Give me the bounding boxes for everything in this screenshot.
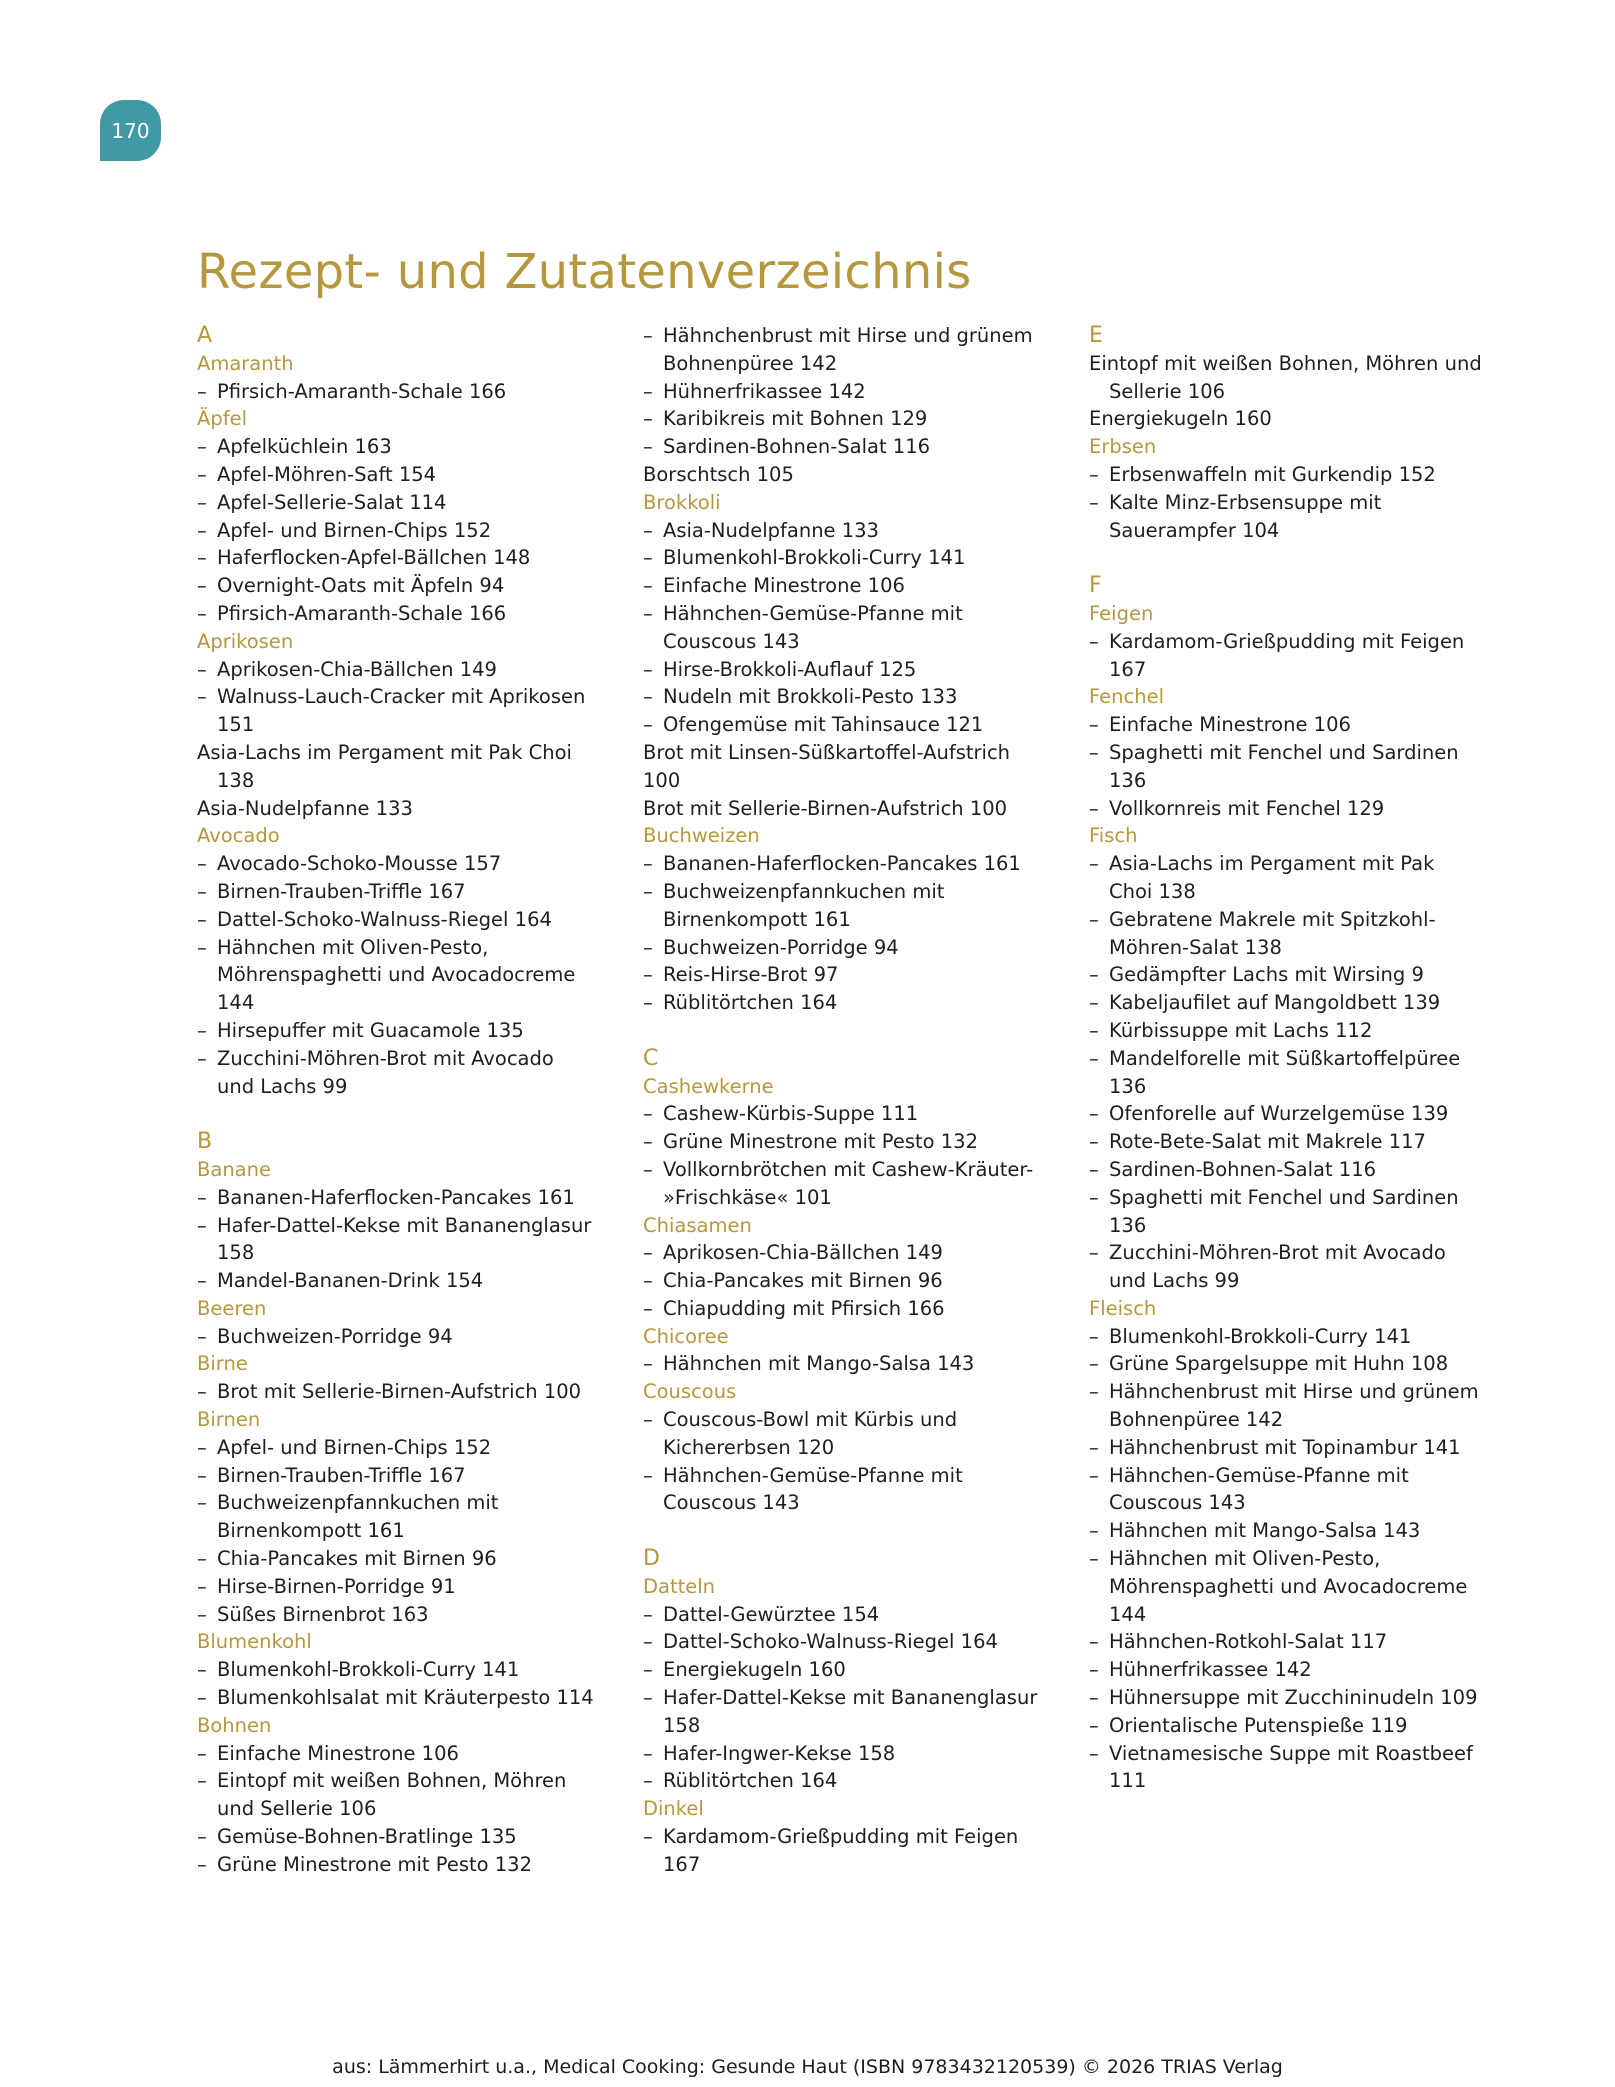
index-sub-entry: – Asia-Lachs im Pergament mit Pak: [1089, 850, 1529, 878]
index-entry-continuation: Birnenkompott 161: [663, 907, 851, 931]
index-sub-entry: – Haferflocken-Apfel-Bällchen 148: [197, 544, 637, 572]
index-sub-entry: – Dattel-Schoko-Walnuss-Riegel 164: [643, 1628, 1083, 1656]
index-sub-entry: – Hähnchen-Gemüse-Pfanne mit: [643, 1462, 1083, 1490]
index-sub-entry: – Hühnerfrikassee 142: [643, 378, 1083, 406]
index-entry-continuation: und Lachs 99: [1109, 1269, 1240, 1293]
index-sub-entry: – Hirsepuffer mit Guacamole 135: [197, 1017, 637, 1045]
index-sub-entry: – Kürbissuppe mit Lachs 112: [1089, 1017, 1529, 1045]
index-sub-entry: – Mandelforelle mit Süßkartoffelpüree: [1089, 1045, 1529, 1073]
index-sub-entry: – Kardamom-Grießpudding mit Feigen: [1089, 628, 1529, 656]
index-sub-entry: – Dattel-Schoko-Walnuss-Riegel 164: [197, 906, 637, 934]
index-entry-continuation: und Sellerie 106: [217, 1797, 377, 1821]
index-sub-entry: – Apfel- und Birnen-Chips 152: [197, 1434, 637, 1462]
index-sub-entry: – Hühnersuppe mit Zucchininudeln 109: [1089, 1684, 1529, 1712]
index-group-heading: Erbsen: [1089, 435, 1157, 459]
index-entry-continuation: Möhrenspaghetti und Avocadocreme: [217, 963, 576, 987]
index-entry-continuation: 158: [663, 1713, 701, 1737]
index-letter-heading: E: [1089, 323, 1103, 348]
index-sub-entry: – Sardinen-Bohnen-Salat 116: [1089, 1156, 1529, 1184]
index-sub-entry: – Couscous-Bowl mit Kürbis und: [643, 1406, 1083, 1434]
index-sub-entry: – Buchweizen-Porridge 94: [197, 1323, 637, 1351]
index-sub-entry: – Hähnchenbrust mit Topinambur 141: [1089, 1434, 1529, 1462]
index-sub-entry: – Chia-Pancakes mit Birnen 96: [197, 1545, 637, 1573]
index-sub-entry: – Apfel- und Birnen-Chips 152: [197, 517, 637, 545]
index-sub-entry: – Ofenforelle auf Wurzelgemüse 139: [1089, 1100, 1529, 1128]
index-sub-entry: – Orientalische Putenspieße 119: [1089, 1712, 1529, 1740]
index-group-heading: Fleisch: [1089, 1296, 1157, 1320]
index-group-heading: Buchweizen: [643, 824, 760, 848]
index-sub-entry: – Kardamom-Grießpudding mit Feigen: [643, 1823, 1083, 1851]
index-column-1: [197, 322, 637, 1879]
index-entry-continuation: »Frischkäse« 101: [663, 1185, 832, 1209]
index-sub-entry: – Spaghetti mit Fenchel und Sardinen: [1089, 739, 1529, 767]
index-sub-entry: – Hühnerfrikassee 142: [1089, 1656, 1529, 1684]
index-sub-entry: – Overnight-Oats mit Äpfeln 94: [197, 572, 637, 600]
index-sub-entry: – Energiekugeln 160: [643, 1656, 1083, 1684]
index-sub-entry: – Avocado-Schoko-Mousse 157: [197, 850, 637, 878]
index-sub-entry: – Einfache Minestrone 106: [643, 572, 1083, 600]
index-entry-continuation: Birnenkompott 161: [217, 1519, 405, 1543]
index-sub-entry: – Mandel-Bananen-Drink 154: [197, 1267, 637, 1295]
index-sub-entry: – Pfirsich-Amaranth-Schale 166: [197, 600, 637, 628]
index-spacer: [643, 1517, 1083, 1545]
index-sub-entry: – Hähnchen mit Mango-Salsa 143: [643, 1350, 1083, 1378]
index-sub-entry: – Vollkornbrötchen mit Cashew-Kräuter-: [643, 1156, 1083, 1184]
index-group-heading: Birnen: [197, 1408, 261, 1432]
index-entry-continuation: Couscous 143: [663, 1491, 800, 1515]
index-group-heading: Amaranth: [197, 351, 294, 375]
index-entry-continuation: 136: [1109, 1074, 1147, 1098]
index-letter-heading: C: [643, 1045, 659, 1071]
index-sub-entry: – Spaghetti mit Fenchel und Sardinen: [1089, 1184, 1529, 1212]
index-entry-continuation: Bohnenpüree 142: [663, 351, 838, 375]
index-entry-continuation: 144: [1109, 1602, 1147, 1626]
index-sub-entry: – Apfel-Sellerie-Salat 114: [197, 489, 637, 517]
index-sub-entry: – Gebratene Makrele mit Spitzkohl-: [1089, 906, 1529, 934]
index-sub-entry: – Süßes Birnenbrot 163: [197, 1601, 637, 1629]
index-sub-entry: – Hähnchen-Gemüse-Pfanne mit: [1089, 1462, 1529, 1490]
index-sub-entry: – Rüblitörtchen 164: [643, 1767, 1083, 1795]
index-sub-entry: – Gedämpfter Lachs mit Wirsing 9: [1089, 961, 1529, 989]
index-sub-entry: – Grüne Spargelsuppe mit Huhn 108: [1089, 1350, 1529, 1378]
index-entry: 100: [643, 768, 681, 792]
index-entry-continuation: 158: [217, 1241, 255, 1265]
index-entry: Asia-Nudelpfanne 133: [197, 796, 413, 820]
index-sub-entry: – Vollkornreis mit Fenchel 129: [1089, 795, 1529, 823]
index-column-3: [1089, 322, 1529, 1795]
index-group-heading: Chicoree: [643, 1324, 729, 1348]
index-sub-entry: – Hafer-Dattel-Kekse mit Bananenglasur: [197, 1212, 637, 1240]
index-sub-entry: – Pfirsich-Amaranth-Schale 166: [197, 378, 637, 406]
index-entry-continuation: 167: [1109, 657, 1147, 681]
index-entry-continuation: 111: [1109, 1769, 1147, 1793]
index-sub-entry: – Dattel-Gewürztee 154: [643, 1601, 1083, 1629]
index-entry-continuation: Bohnenpüree 142: [1109, 1408, 1284, 1432]
index-spacer: [1089, 544, 1529, 572]
index-sub-entry: – Aprikosen-Chia-Bällchen 149: [197, 656, 637, 684]
index-sub-entry: – Chia-Pancakes mit Birnen 96: [643, 1267, 1083, 1295]
index-group-heading: Cashewkerne: [643, 1074, 774, 1098]
index-group-heading: Birne: [197, 1352, 248, 1376]
index-sub-entry: – Sardinen-Bohnen-Salat 116: [643, 433, 1083, 461]
index-sub-entry: – Hähnchenbrust mit Hirse und grünem: [643, 322, 1083, 350]
index-group-heading: Fisch: [1089, 824, 1138, 848]
index-sub-entry: – Rote-Bete-Salat mit Makrele 117: [1089, 1128, 1529, 1156]
index-letter-heading: F: [1089, 573, 1102, 599]
index-entry-continuation: Couscous 143: [663, 629, 800, 653]
index-sub-entry: – Grüne Minestrone mit Pesto 132: [643, 1128, 1083, 1156]
index-entry: Eintopf mit weißen Bohnen, Möhren und: [1089, 351, 1482, 375]
index-sub-entry: – Vietnamesische Suppe mit Roastbeef: [1089, 1740, 1529, 1768]
index-sub-entry: – Birnen-Trauben-Triffle 167: [197, 878, 637, 906]
index-sub-entry: – Karibikreis mit Bohnen 129: [643, 405, 1083, 433]
index-entry-continuation: Sauerampfer 104: [1109, 518, 1280, 542]
index-sub-entry: – Hähnchen-Gemüse-Pfanne mit: [643, 600, 1083, 628]
index-sub-entry: – Zucchini-Möhren-Brot mit Avocado: [197, 1045, 637, 1073]
index-entry: Asia-Lachs im Pergament mit Pak Choi: [197, 740, 572, 764]
index-sub-entry: – Hähnchen mit Oliven-Pesto,: [1089, 1545, 1529, 1573]
index-sub-entry: – Hirse-Birnen-Porridge 91: [197, 1573, 637, 1601]
index-sub-entry: – Hirse-Brokkoli-Auflauf 125: [643, 656, 1083, 684]
index-sub-entry: – Erbsenwaffeln mit Gurkendip 152: [1089, 461, 1529, 489]
index-sub-entry: – Bananen-Haferflocken-Pancakes 161: [197, 1184, 637, 1212]
index-entry-continuation: 144: [217, 991, 255, 1015]
footer-citation: aus: Lämmerhirt u.a., Medical Cooking: Gesunde Haut (ISBN 9783432120539) © 2026 TRIAS Verlag: [332, 2056, 1283, 2078]
index-group-heading: Feigen: [1089, 601, 1154, 625]
index-spacer: [643, 1017, 1083, 1045]
index-letter-heading: B: [197, 1129, 213, 1155]
index-sub-entry: – Grüne Minestrone mit Pesto 132: [197, 1851, 637, 1879]
index-sub-entry: – Bananen-Haferflocken-Pancakes 161: [643, 850, 1083, 878]
index-sub-entry: – Einfache Minestrone 106: [1089, 711, 1529, 739]
index-sub-entry: – Blumenkohl-Brokkoli-Curry 141: [197, 1656, 637, 1684]
index-group-heading: Banane: [197, 1157, 271, 1181]
index-sub-entry: – Rüblitörtchen 164: [643, 989, 1083, 1017]
index-letter-heading: A: [197, 323, 213, 348]
index-group-heading: Beeren: [197, 1296, 267, 1320]
index-entry: Borschtsch 105: [643, 462, 794, 486]
index-entry-continuation: 136: [1109, 768, 1147, 792]
index-entry-continuation: Kichererbsen 120: [663, 1435, 835, 1459]
index-group-heading: Chiasamen: [643, 1213, 752, 1237]
index-sub-entry: – Hafer-Ingwer-Kekse 158: [643, 1740, 1083, 1768]
index-sub-entry: – Cashew-Kürbis-Suppe 111: [643, 1100, 1083, 1128]
index-sub-entry: – Hähnchenbrust mit Hirse und grünem: [1089, 1378, 1529, 1406]
index-sub-entry: – Ofengemüse mit Tahinsauce 121: [643, 711, 1083, 739]
index-sub-entry: – Asia-Nudelpfanne 133: [643, 517, 1083, 545]
index-group-heading: Bohnen: [197, 1713, 272, 1737]
index-sub-entry: – Reis-Hirse-Brot 97: [643, 961, 1083, 989]
index-group-heading: Avocado: [197, 824, 280, 848]
index-entry-continuation: 136: [1109, 1213, 1147, 1237]
index-sub-entry: – Blumenkohl-Brokkoli-Curry 141: [643, 544, 1083, 572]
index-sub-entry: – Hähnchen mit Mango-Salsa 143: [1089, 1517, 1529, 1545]
index-entry-continuation: Couscous 143: [1109, 1491, 1246, 1515]
index-sub-entry: – Walnuss-Lauch-Cracker mit Aprikosen: [197, 683, 637, 711]
index-entry-continuation: 138: [217, 768, 255, 792]
index-sub-entry: – Gemüse-Bohnen-Bratlinge 135: [197, 1823, 637, 1851]
index-group-heading: Blumenkohl: [197, 1630, 312, 1654]
index-entry-continuation: 167: [663, 1852, 701, 1876]
index-sub-entry: – Hähnchen-Rotkohl-Salat 117: [1089, 1628, 1529, 1656]
index-sub-entry: – Brot mit Sellerie-Birnen-Aufstrich 100: [197, 1378, 637, 1406]
index-sub-entry: – Kalte Minz-Erbsensuppe mit: [1089, 489, 1529, 517]
index-sub-entry: – Buchweizenpfannkuchen mit: [197, 1489, 637, 1517]
index-sub-entry: – Kabeljaufilet auf Mangoldbett 139: [1089, 989, 1529, 1017]
index-entry-continuation: Sellerie 106: [1109, 379, 1226, 403]
index-sub-entry: – Einfache Minestrone 106: [197, 1740, 637, 1768]
index-column-2: [643, 322, 1083, 1879]
index-group-heading: Brokkoli: [643, 490, 721, 514]
index-group-heading: Aprikosen: [197, 629, 294, 653]
index-sub-entry: – Blumenkohl-Brokkoli-Curry 141: [1089, 1323, 1529, 1351]
index-entry: Energiekugeln 160: [1089, 407, 1272, 431]
index-sub-entry: – Buchweizenpfannkuchen mit: [643, 878, 1083, 906]
index-entry: Brot mit Linsen-Süßkartoffel-Aufstrich: [643, 740, 1011, 764]
index-spacer: [197, 1100, 637, 1128]
index-sub-entry: – Blumenkohlsalat mit Kräuterpesto 114: [197, 1684, 637, 1712]
index-sub-entry: – Hafer-Dattel-Kekse mit Bananenglasur: [643, 1684, 1083, 1712]
index-sub-entry: – Aprikosen-Chia-Bällchen 149: [643, 1239, 1083, 1267]
index-group-heading: Datteln: [643, 1574, 716, 1598]
index-entry-continuation: Möhren-Salat 138: [1109, 935, 1282, 959]
index-sub-entry: – Buchweizen-Porridge 94: [643, 934, 1083, 962]
index-entry: Brot mit Sellerie-Birnen-Aufstrich 100: [643, 796, 1008, 820]
index-group-heading: Äpfel: [197, 407, 247, 431]
index-group-heading: Couscous: [643, 1380, 737, 1404]
index-sub-entry: – Chiapudding mit Pfirsich 166: [643, 1295, 1083, 1323]
index-sub-entry: – Birnen-Trauben-Triffle 167: [197, 1462, 637, 1490]
index-sub-entry: – Hähnchen mit Oliven-Pesto,: [197, 934, 637, 962]
index-group-heading: Fenchel: [1089, 685, 1165, 709]
index-entry-continuation: Choi 138: [1109, 879, 1196, 903]
index-entry-continuation: 151: [217, 713, 255, 737]
index-entry-continuation: Möhrenspaghetti und Avocadocreme: [1109, 1574, 1468, 1598]
index-sub-entry: – Apfelküchlein 163: [197, 433, 637, 461]
page-title: Rezept- und Zutatenverzeichnis: [197, 244, 972, 300]
index-group-heading: Dinkel: [643, 1797, 704, 1821]
index-letter-heading: D: [643, 1546, 660, 1572]
index-sub-entry: – Zucchini-Möhren-Brot mit Avocado: [1089, 1239, 1529, 1267]
index-entry-continuation: und Lachs 99: [217, 1074, 348, 1098]
index-sub-entry: – Apfel-Möhren-Saft 154: [197, 461, 637, 489]
index-sub-entry: – Eintopf mit weißen Bohnen, Möhren: [197, 1767, 637, 1795]
index-sub-entry: – Nudeln mit Brokkoli-Pesto 133: [643, 683, 1083, 711]
page-number: 170: [111, 118, 150, 143]
